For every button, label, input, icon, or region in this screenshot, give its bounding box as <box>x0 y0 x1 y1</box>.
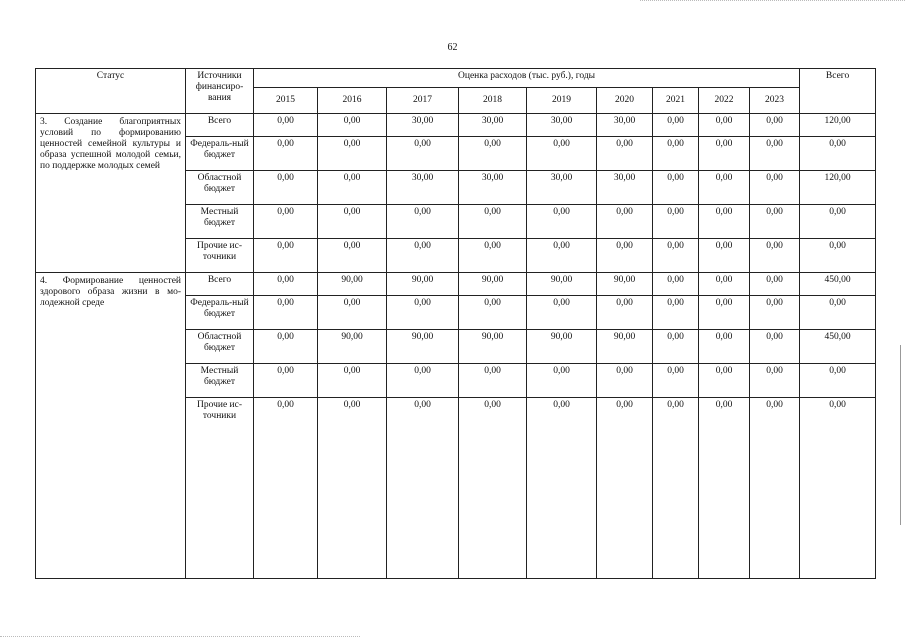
value-cell: 0,00 <box>653 398 699 579</box>
value-cell: 30,00 <box>597 171 653 205</box>
header-year: 2017 <box>387 88 459 114</box>
value-cell: 0,00 <box>597 137 653 171</box>
value-cell: 0,00 <box>254 137 318 171</box>
value-cell: 0,00 <box>699 364 750 398</box>
source-cell: Областной бюджет <box>186 330 254 364</box>
value-cell: 0,00 <box>387 239 459 273</box>
value-cell: 0,00 <box>653 273 699 296</box>
table-header <box>36 69 876 114</box>
value-cell: 0,00 <box>527 398 597 579</box>
status-cell: 3. Создание благоприятных условий по формированию ценностей семейной культуры и образа успешной молодой семьи, по поддержке молодых семей <box>36 114 186 273</box>
value-cell: 0,00 <box>459 296 527 330</box>
value-cell: 30,00 <box>459 114 527 137</box>
budget-table <box>35 68 876 579</box>
value-cell: 0,00 <box>254 398 318 579</box>
header-sources: Источники финансиро-вания <box>186 69 254 114</box>
value-cell: 0,00 <box>459 137 527 171</box>
value-cell: 0,00 <box>318 296 387 330</box>
value-cell: 0,00 <box>254 273 318 296</box>
value-cell: 0,00 <box>750 114 800 137</box>
value-cell: 0,00 <box>699 171 750 205</box>
header-year: 2022 <box>699 88 750 114</box>
value-cell: 0,00 <box>459 398 527 579</box>
value-cell: 0,00 <box>653 137 699 171</box>
value-cell: 0,00 <box>387 364 459 398</box>
total-cell: 0,00 <box>800 205 876 239</box>
value-cell: 0,00 <box>699 137 750 171</box>
total-cell: 450,00 <box>800 330 876 364</box>
value-cell: 90,00 <box>527 330 597 364</box>
value-cell: 0,00 <box>699 114 750 137</box>
source-cell: Прочие ис-точники <box>186 239 254 273</box>
scan-artifact-right <box>900 345 902 525</box>
value-cell: 0,00 <box>527 137 597 171</box>
total-cell: 0,00 <box>800 239 876 273</box>
value-cell: 90,00 <box>597 273 653 296</box>
value-cell: 0,00 <box>699 273 750 296</box>
value-cell: 90,00 <box>318 330 387 364</box>
source-cell: Всего <box>186 114 254 137</box>
scan-artifact-top <box>640 0 905 2</box>
value-cell: 0,00 <box>318 364 387 398</box>
header-status: Статус <box>36 69 186 114</box>
value-cell: 0,00 <box>750 330 800 364</box>
value-cell: 0,00 <box>254 330 318 364</box>
status-cell: 4. Формирование ценностей здорового образа жизни в мо-лодежной среде <box>36 273 186 579</box>
header-year: 2020 <box>597 88 653 114</box>
header-year: 2023 <box>750 88 800 114</box>
value-cell: 30,00 <box>527 114 597 137</box>
value-cell: 90,00 <box>318 273 387 296</box>
header-year: 2015 <box>254 88 318 114</box>
value-cell: 0,00 <box>750 398 800 579</box>
source-cell: Федераль-ный бюджет <box>186 296 254 330</box>
scan-artifact-bottom <box>0 636 360 638</box>
value-cell: 0,00 <box>254 114 318 137</box>
value-cell: 90,00 <box>597 330 653 364</box>
value-cell: 0,00 <box>387 137 459 171</box>
table-row <box>36 273 876 296</box>
value-cell: 0,00 <box>750 171 800 205</box>
source-cell: Областной бюджет <box>186 171 254 205</box>
value-cell: 90,00 <box>387 273 459 296</box>
value-cell: 0,00 <box>750 273 800 296</box>
total-cell: 120,00 <box>800 114 876 137</box>
value-cell: 30,00 <box>459 171 527 205</box>
page-number: 62 <box>447 42 458 53</box>
source-cell: Прочие ис-точники <box>186 398 254 579</box>
value-cell: 0,00 <box>387 205 459 239</box>
value-cell: 0,00 <box>318 398 387 579</box>
value-cell: 0,00 <box>750 239 800 273</box>
value-cell: 0,00 <box>387 398 459 579</box>
value-cell: 0,00 <box>459 239 527 273</box>
value-cell: 0,00 <box>597 364 653 398</box>
value-cell: 0,00 <box>653 171 699 205</box>
total-cell: 0,00 <box>800 364 876 398</box>
value-cell: 0,00 <box>527 364 597 398</box>
value-cell: 0,00 <box>527 296 597 330</box>
table-body <box>36 114 876 579</box>
value-cell: 0,00 <box>254 296 318 330</box>
value-cell: 0,00 <box>597 398 653 579</box>
source-cell: Местный бюджет <box>186 364 254 398</box>
header-estimate: Оценка расходов (тыс. руб.), годы <box>254 69 800 88</box>
value-cell: 0,00 <box>597 296 653 330</box>
value-cell: 0,00 <box>318 137 387 171</box>
value-cell: 0,00 <box>318 171 387 205</box>
total-cell: 0,00 <box>800 398 876 579</box>
value-cell: 90,00 <box>387 330 459 364</box>
value-cell: 0,00 <box>653 205 699 239</box>
header-year: 2019 <box>527 88 597 114</box>
value-cell: 0,00 <box>254 364 318 398</box>
value-cell: 30,00 <box>387 114 459 137</box>
value-cell: 0,00 <box>597 239 653 273</box>
value-cell: 90,00 <box>527 273 597 296</box>
value-cell: 0,00 <box>699 239 750 273</box>
total-cell: 120,00 <box>800 171 876 205</box>
value-cell: 0,00 <box>527 205 597 239</box>
value-cell: 0,00 <box>699 296 750 330</box>
value-cell: 0,00 <box>653 330 699 364</box>
value-cell: 0,00 <box>750 364 800 398</box>
value-cell: 0,00 <box>459 205 527 239</box>
value-cell: 0,00 <box>254 205 318 239</box>
value-cell: 90,00 <box>459 330 527 364</box>
value-cell: 0,00 <box>597 205 653 239</box>
table-row <box>36 114 876 137</box>
header-year: 2016 <box>318 88 387 114</box>
header-total: Всего <box>800 69 876 114</box>
value-cell: 0,00 <box>750 137 800 171</box>
value-cell: 0,00 <box>459 364 527 398</box>
value-cell: 0,00 <box>318 114 387 137</box>
value-cell: 30,00 <box>387 171 459 205</box>
value-cell: 0,00 <box>653 239 699 273</box>
source-cell: Федераль-ный бюджет <box>186 137 254 171</box>
value-cell: 0,00 <box>699 205 750 239</box>
total-cell: 450,00 <box>800 273 876 296</box>
value-cell: 0,00 <box>750 296 800 330</box>
value-cell: 0,00 <box>699 398 750 579</box>
source-cell: Всего <box>186 273 254 296</box>
value-cell: 0,00 <box>254 171 318 205</box>
value-cell: 90,00 <box>459 273 527 296</box>
value-cell: 30,00 <box>527 171 597 205</box>
value-cell: 30,00 <box>597 114 653 137</box>
value-cell: 0,00 <box>653 364 699 398</box>
source-cell: Местный бюджет <box>186 205 254 239</box>
header-year: 2018 <box>459 88 527 114</box>
value-cell: 0,00 <box>387 296 459 330</box>
value-cell: 0,00 <box>750 205 800 239</box>
value-cell: 0,00 <box>318 239 387 273</box>
value-cell: 0,00 <box>653 296 699 330</box>
value-cell: 0,00 <box>254 239 318 273</box>
total-cell: 0,00 <box>800 296 876 330</box>
total-cell: 0,00 <box>800 137 876 171</box>
value-cell: 0,00 <box>318 205 387 239</box>
header-year: 2021 <box>653 88 699 114</box>
value-cell: 0,00 <box>699 330 750 364</box>
value-cell: 0,00 <box>527 239 597 273</box>
value-cell: 0,00 <box>653 114 699 137</box>
